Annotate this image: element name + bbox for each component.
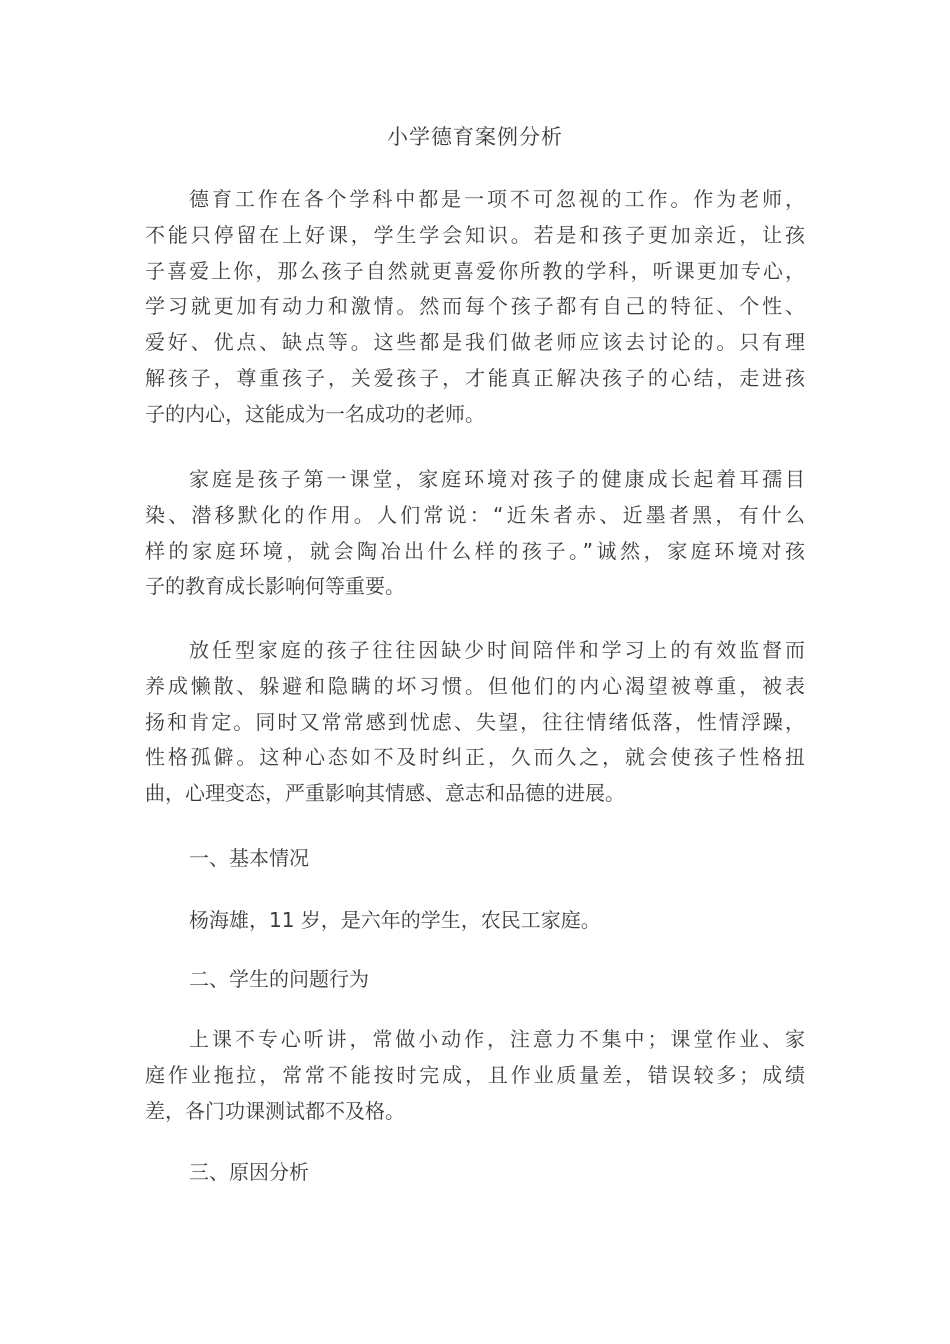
- paragraph-problem: [145, 1022, 805, 1129]
- text-line: 性格孤僻。这种心态如不及时纠正，久而久之，就会使孩子性格扭: [145, 745, 805, 770]
- text-line: 子喜爱上你，那么孩子自然就更喜爱你所教的学科，听课更加专心，: [145, 258, 805, 283]
- text-line: 子的内心，这能成为一名成功的老师。: [145, 401, 485, 426]
- text-line: 二、学生的问题行为: [189, 967, 369, 991]
- text-line: 差，各门功课测试都不及格。: [145, 1098, 405, 1123]
- paragraph-permissive: [145, 633, 805, 812]
- text-line: 学习就更加有动力和激情。然而每个孩子都有自己的特征、个性、: [145, 294, 805, 319]
- text-line: 爱好、优点、缺点等。这些都是我们做老师应该去讨论的。只有理: [145, 330, 805, 355]
- text-line: 杨海雄，11 岁，是六年的学生，农民工家庭。: [189, 908, 601, 932]
- text-line: 扬和肯定。同时又常常感到忧虑、失望，往往情绪低落，性情浮躁，: [145, 709, 805, 734]
- text-line: 上课不专心听讲，常做小动作，注意力不集中；课堂作业、家: [189, 1027, 805, 1051]
- section-heading-cause: [145, 1155, 805, 1191]
- text-line: 一、基本情况: [189, 846, 309, 870]
- paragraph-intro: [145, 182, 805, 433]
- paragraph-family: [145, 462, 805, 605]
- paragraph-basic-info: [145, 903, 805, 939]
- text-line: 放任型家庭的孩子往往因缺少时间陪伴和学习上的有效监督而: [189, 638, 805, 662]
- text-line: 子的教育成长影响何等重要。: [145, 574, 405, 599]
- text-line: 不能只停留在上好课，学生学会知识。若是和孩子更加亲近，让孩: [145, 222, 805, 247]
- text-line: 样的家庭环境，就会陶冶出什么样的孩子。”诚然，家庭环境对孩: [145, 538, 805, 563]
- text-line: 染、潜移默化的作用。人们常说：“近朱者赤、近墨者黑，有什么: [145, 502, 805, 527]
- text-line: 庭作业拖拉，常常不能按时完成，且作业质量差，错误较多；成绩: [145, 1062, 805, 1087]
- text-line: 养成懒散、躲避和隐瞒的坏习惯。但他们的内心渴望被尊重，被表: [145, 673, 805, 698]
- text-line: 家庭是孩子第一课堂，家庭环境对孩子的健康成长起着耳孺目: [189, 467, 805, 491]
- section-heading-basic: [145, 841, 805, 877]
- section-heading-problem: [145, 962, 805, 998]
- text-line: 曲，心理变态，严重影响其情感、意志和品德的进展。: [145, 781, 625, 806]
- document-title: 小学德育案例分析: [387, 125, 563, 149]
- text-line: 德育工作在各个学科中都是一项不可忽视的工作。作为老师，: [189, 187, 805, 211]
- text-line: 解孩子，尊重孩子，关爱孩子，才能真正解决孩子的心结，走进孩: [145, 365, 805, 390]
- text-line: 三、原因分析: [189, 1160, 309, 1184]
